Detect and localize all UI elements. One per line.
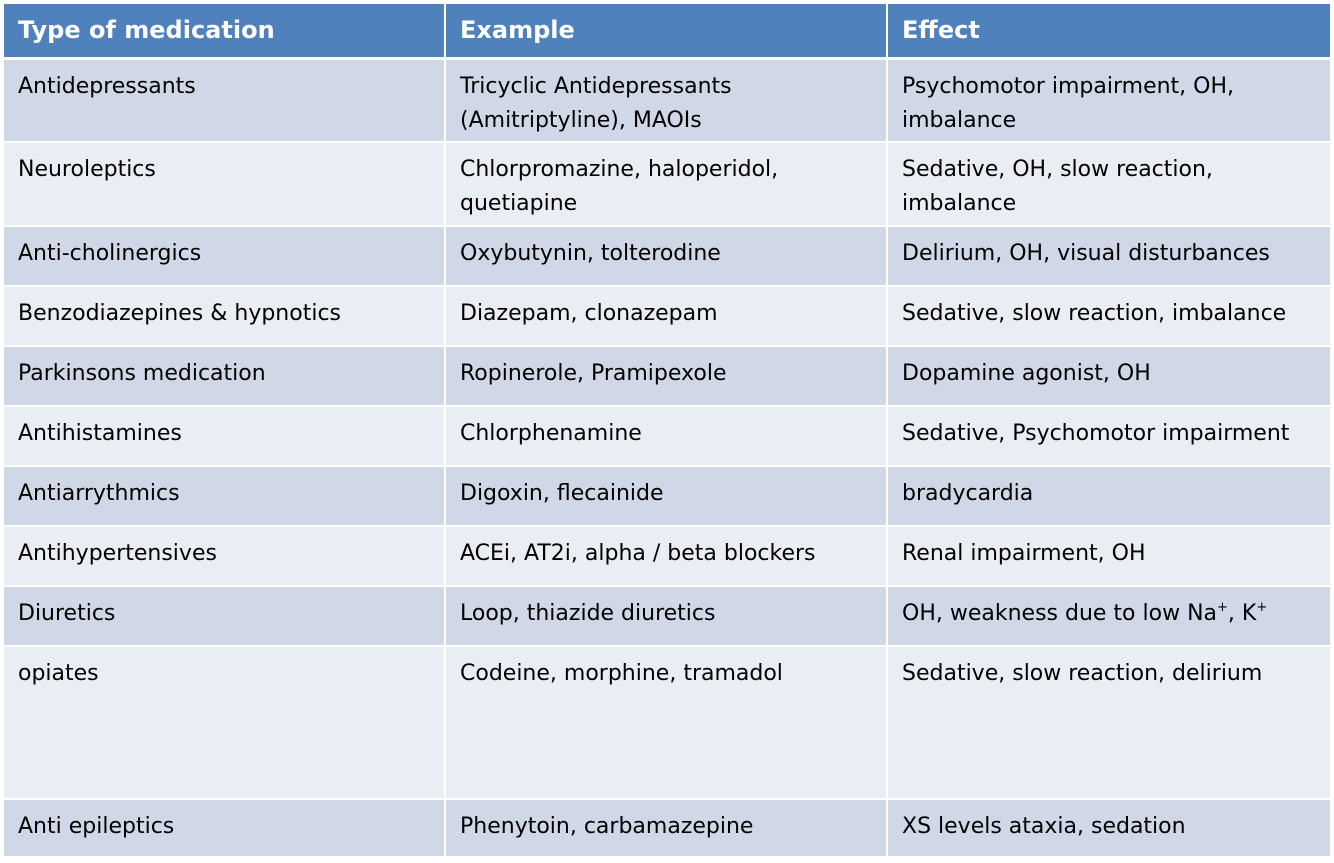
- cell-type: Neuroleptics: [4, 142, 445, 226]
- cell-type: Anti-cholinergics: [4, 226, 445, 286]
- table-row: [4, 286, 1330, 346]
- cell-effect: Delirium, OH, visual disturbances: [887, 226, 1330, 286]
- cell-type: Diuretics: [4, 586, 445, 646]
- cell-type: Antiarrythmics: [4, 466, 445, 526]
- cell-example: Diazepam, clonazepam: [445, 286, 887, 346]
- cell-effect: bradycardia: [887, 466, 1330, 526]
- cell-example: Loop, thiazide diuretics: [445, 586, 887, 646]
- cell-example: Codeine, morphine, tramadol: [445, 646, 887, 799]
- table-row: [4, 466, 1330, 526]
- cell-example: ACEi, AT2i, alpha / beta blockers: [445, 526, 887, 586]
- superscript-plus: +: [1256, 600, 1268, 615]
- effect-text-prefix: OH, weakness due to low Na: [902, 601, 1218, 626]
- superscript-plus: +: [1217, 600, 1228, 615]
- cell-type: Antihistamines: [4, 406, 445, 466]
- header-type-of-medication: Type of medication: [4, 4, 445, 58]
- cell-effect: Sedative, OH, slow reaction, imbalance: [887, 142, 1330, 226]
- cell-effect: [887, 586, 1330, 646]
- cell-type: Anti epileptics: [4, 799, 445, 857]
- cell-example: Chlorphenamine: [445, 406, 887, 466]
- table-row: [4, 142, 1330, 226]
- cell-effect: Sedative, slow reaction, imbalance: [887, 286, 1330, 346]
- table-row: [4, 586, 1330, 646]
- cell-effect: Psychomotor impairment, OH, imbalance: [887, 58, 1330, 142]
- table-row: [4, 526, 1330, 586]
- header-example: Example: [445, 4, 887, 58]
- cell-effect: Sedative, slow reaction, delirium: [887, 646, 1330, 799]
- header-effect: Effect: [887, 4, 1330, 58]
- table-row: [4, 799, 1330, 857]
- cell-type: Antidepressants: [4, 58, 445, 142]
- medication-table: [4, 4, 1330, 858]
- table-header-row: [4, 4, 1330, 58]
- cell-type: Antihypertensives: [4, 526, 445, 586]
- table-row: [4, 646, 1330, 799]
- cell-example: Digoxin, flecainide: [445, 466, 887, 526]
- cell-effect: XS levels ataxia, sedation: [887, 799, 1330, 857]
- effect-text-mid: , K: [1227, 601, 1257, 626]
- cell-example: Chlorpromazine, haloperidol, quetiapine: [445, 142, 887, 226]
- table-row: [4, 58, 1330, 142]
- table-row: [4, 346, 1330, 406]
- table-row: [4, 226, 1330, 286]
- cell-example: Phenytoin, carbamazepine: [445, 799, 887, 857]
- cell-effect: Sedative, Psychomotor impairment: [887, 406, 1330, 466]
- cell-example: Ropinerole, Pramipexole: [445, 346, 887, 406]
- cell-effect: Renal impairment, OH: [887, 526, 1330, 586]
- cell-effect: Dopamine agonist, OH: [887, 346, 1330, 406]
- table-row: [4, 406, 1330, 466]
- cell-example: Tricyclic Antidepressants (Amitriptyline), MAOIs: [445, 58, 887, 142]
- cell-type: opiates: [4, 646, 445, 799]
- cell-type: Benzodiazepines & hypnotics: [4, 286, 445, 346]
- cell-type: Parkinsons medication: [4, 346, 445, 406]
- cell-example: Oxybutynin, tolterodine: [445, 226, 887, 286]
